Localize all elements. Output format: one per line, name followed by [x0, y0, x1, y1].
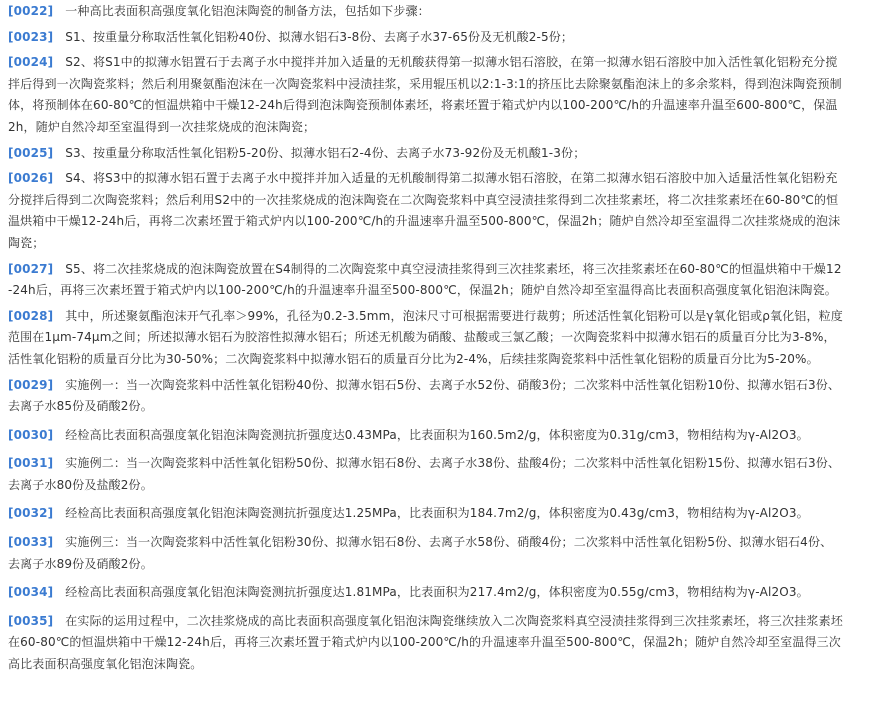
paragraph-number: [0033] [8, 535, 54, 550]
paragraph-0024 [8, 52, 844, 138]
paragraph-0031 [8, 453, 844, 496]
paragraph-0032 [8, 503, 844, 525]
paragraph-number: [0025] [8, 145, 54, 160]
paragraph-number: [0029] [8, 377, 54, 392]
paragraph-text: 经检高比表面积高强度氧化铝泡沫陶瓷测抗折强度达1.81MPa，比表面积为217.4m2/g，体积密度为0.55g/cm3，物相结构为γ-Al2O3。 [65, 585, 809, 600]
paragraph-number: [0023] [8, 29, 54, 44]
paragraph-0030 [8, 425, 844, 447]
paragraph-number: [0026] [8, 171, 54, 186]
paragraph-text: 实施例一：当一次陶瓷浆料中活性氧化铝粉40份、拟薄水铝石5份、去离子水52份、硝酸3份；二次浆料中活性氧化铝粉10份、拟薄水铝石3份、去离子水85份及硝酸2份。 [8, 377, 841, 414]
paragraph-0033 [8, 532, 844, 575]
paragraph-text: S2、将S1中的拟薄水铝置石于去离子水中搅拌并加入适量的无机酸获得第一拟薄水铝石溶胶，在第一拟薄水铝石溶胶中加入活性氧化铝粉充分搅拌后得到一次陶瓷浆料；然后利用聚氨酯泡沫在一次陶瓷浆料中浸渍挂浆，采用辊压机以2:1-3:1的挤压比去除聚氨酯泡沫上的多余浆料，得到泡沫陶瓷预制体，将预制体在60-80℃的恒温烘箱中干燥12-24h后得到泡沫陶瓷预制体素坯，将素坯置于箱式炉内以100-200℃/h的升温速率升温至600-800℃，保温2h，随炉自然冷却至室温得到一次挂浆烧成的泡沫陶瓷； [8, 55, 842, 134]
paragraph-number: [0031] [8, 456, 54, 471]
paragraph-number: [0022] [8, 4, 54, 18]
paragraph-number: [0032] [8, 506, 54, 521]
paragraph-0023 [8, 27, 844, 49]
paragraph-0035 [8, 611, 844, 676]
paragraph-text: S5、将二次挂浆烧成的泡沫陶瓷放置在S4制得的二次陶瓷浆中真空浸渍挂浆得到三次挂浆素坯，将三次挂浆素坯在60-80℃的恒温烘箱中干燥12-24h后，再将三次素坯置于箱式炉内以100-200℃/h的升温速率升温至500-800℃，保温2h；随炉自然冷却至室温得高比表面积高强度氧化铝泡沫陶瓷。 [8, 261, 842, 298]
paragraph-0027 [8, 259, 844, 302]
paragraph-text: 经检高比表面积高强度氧化铝泡沫陶瓷测抗折强度达1.25MPa，比表面积为184.7m2/g，体积密度为0.43g/cm3，物相结构为γ-Al2O3。 [65, 506, 809, 521]
paragraph-number: [0027] [8, 261, 54, 276]
paragraph-text: 经检高比表面积高强度氧化铝泡沫陶瓷测抗折强度达0.43MPa，比表面积为160.5m2/g，体积密度为0.31g/cm3，物相结构为γ-Al2O3。 [65, 427, 809, 442]
paragraph-text: 实施例二：当一次陶瓷浆料中活性氧化铝粉50份、拟薄水铝石8份、去离子水38份、盐酸4份；二次浆料中活性氧化铝粉15份、拟薄水铝石3份、去离子水80份及盐酸2份。 [8, 456, 841, 492]
paragraph-text: S1、按重量分称取活性氧化铝粉40份、拟薄水铝石3-8份、去离子水37-65份及无机酸2-5份； [65, 29, 574, 44]
paragraph-0025 [8, 143, 844, 165]
paragraph-0026 [8, 168, 844, 254]
paragraph-0029 [8, 375, 844, 418]
paragraph-0034 [8, 582, 844, 604]
paragraph-0022 [8, 1, 844, 23]
paragraph-text: 一种高比表面积高强度氧化铝泡沫陶瓷的制备方法，包括如下步骤： [65, 4, 430, 18]
document-body [8, 0, 844, 676]
paragraph-0028 [8, 306, 844, 371]
paragraph-number: [0035] [8, 613, 54, 628]
paragraph-number: [0034] [8, 585, 54, 600]
paragraph-number: [0024] [8, 55, 54, 70]
paragraph-number: [0028] [8, 308, 54, 323]
paragraph-text: S4、将S3中的拟薄水铝石置于去离子水中搅拌并加入适量的无机酸制得第二拟薄水铝石溶胶，在第二拟薄水铝石溶胶中加入适量活性氧化铝粉充分搅拌后得到二次陶瓷浆料；然后利用S2中的一次挂浆烧成的泡沫陶瓷在二次陶瓷浆料中真空浸渍挂浆得到二次挂浆素坯，将二次挂浆素坯在60-80℃的恒温烘箱中干燥12-24h后，再将二次素坯置于箱式炉内以100-200℃/h的升温速率升温至500-800℃，保温2h；随炉自然冷却至室温得二次挂浆烧成的泡沫陶瓷； [8, 171, 841, 250]
paragraph-text: S3、按重量分称取活性氧化铝粉5-20份、拟薄水铝石2-4份、去离子水73-92份及无机酸1-3份； [65, 145, 586, 160]
paragraph-number: [0030] [8, 427, 54, 442]
paragraph-text: 其中，所述聚氨酯泡沫开气孔率＞99%，孔径为0.2-3.5mm，泡沫尺寸可根据需要进行裁剪；所述活性氧化铝粉可以是γ氧化铝或ρ氧化铝，粒度范围在1μm-74μm之间；所述拟薄水铝石为胶溶性拟薄水铝石；所述无机酸为硝酸、盐酸或三氯乙酸；一次陶瓷浆料中拟薄水铝石的质量百分比为3-8%，活性氧化铝粉的质量百分比为30-50%；二次陶瓷浆料中拟薄水铝石的质量百分比为2-4%，后续挂浆陶瓷浆料中活性氧化铝粉的质量百分比为5-20%。 [8, 308, 843, 366]
paragraph-text: 在实际的运用过程中，二次挂浆烧成的高比表面积高强度氧化铝泡沫陶瓷继续放入二次陶瓷浆料真空浸渍挂浆得到三次挂浆素坯，将三次挂浆素坯在60-80℃的恒温烘箱中干燥12-24h后，再将三次素坯置于箱式炉内以100-200℃/h的升温速率升温至500-800℃，保温2h；随炉自然冷却至室温得三次高比表面积高强度氧化铝泡沫陶瓷。 [8, 613, 843, 672]
paragraph-text: 实施例三：当一次陶瓷浆料中活性氧化铝粉30份、拟薄水铝石8份、去离子水58份、硝酸4份；二次浆料中活性氧化铝粉5份、拟薄水铝石4份、去离子水89份及硝酸2份。 [8, 535, 833, 571]
